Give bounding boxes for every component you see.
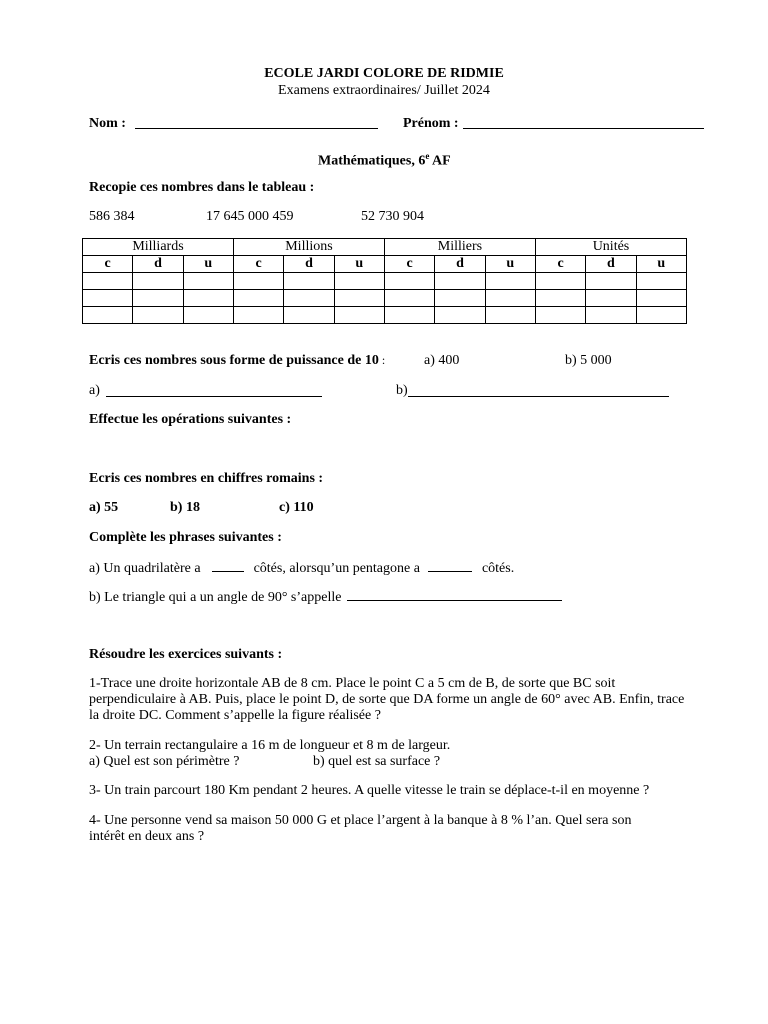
- table-cell[interactable]: [183, 273, 233, 290]
- subcol-u: u: [485, 256, 535, 273]
- group-milliards: Milliards: [83, 239, 234, 256]
- table-cell[interactable]: [636, 307, 686, 324]
- table-cell[interactable]: [535, 307, 585, 324]
- table-cell[interactable]: [133, 273, 183, 290]
- roman-item-c: c) 110: [279, 500, 314, 515]
- table-cell[interactable]: [636, 273, 686, 290]
- table-cell[interactable]: [83, 273, 133, 290]
- table-cell[interactable]: [535, 273, 585, 290]
- answer-b-field[interactable]: [408, 396, 669, 397]
- number-2: 17 645 000 459: [206, 209, 294, 224]
- answer-a-field[interactable]: [106, 396, 322, 397]
- number-1: 586 384: [89, 209, 135, 224]
- exercise-1: 1-Trace une droite horizontale AB de 8 cm. Place le point C a 5 cm de B, de sorte que BC soit perpendiculaire à AB. Puis, place le point D, de sorte que DA forme un angle de 60° avec AB. Enfin, trace la droite DC. Comment s’appelle la figure réalisée ?: [89, 676, 685, 723]
- table-cell[interactable]: [284, 307, 334, 324]
- table-cell[interactable]: [586, 290, 636, 307]
- table-cell[interactable]: [485, 273, 535, 290]
- table-cell[interactable]: [284, 273, 334, 290]
- roman-item-a: a) 55: [89, 500, 119, 515]
- table-cell[interactable]: [435, 307, 485, 324]
- sentence-a: a) Un quadrilatère a côtés, alorsqu’un pentagone a côtés.: [89, 561, 515, 576]
- table-cell[interactable]: [233, 273, 283, 290]
- group-millions: Millions: [233, 239, 384, 256]
- exam-title: Examens extraordinaires/ Juillet 2024: [278, 83, 490, 98]
- prenom-label: Prénom :: [403, 116, 459, 131]
- section4-title: Ecris ces nombres en chiffres romains :: [89, 471, 324, 486]
- table-row: [83, 307, 687, 324]
- blank-quadrilatere[interactable]: [212, 559, 244, 572]
- nom-field[interactable]: [135, 128, 378, 129]
- table-cell[interactable]: [485, 290, 535, 307]
- place-value-table: [82, 238, 687, 324]
- exercise-3: 3- Un train parcourt 180 Km pendant 2 heures. A quelle vitesse le train se déplace-t-il en moyenne ?: [89, 783, 650, 798]
- table-cell[interactable]: [586, 307, 636, 324]
- table-cell[interactable]: [485, 307, 535, 324]
- blank-triangle[interactable]: [347, 588, 562, 601]
- subcol-c: c: [233, 256, 283, 273]
- section5-title: Complète les phrases suivantes :: [89, 530, 282, 545]
- table-cell[interactable]: [83, 307, 133, 324]
- table-cell[interactable]: [183, 290, 233, 307]
- table-cell[interactable]: [183, 307, 233, 324]
- subcol-u: u: [636, 256, 686, 273]
- subcol-u: u: [334, 256, 384, 273]
- subject-title: Mathématiques, 6e AF: [318, 151, 451, 169]
- subcol-header-row: [83, 256, 687, 273]
- subcol-d: d: [284, 256, 334, 273]
- section3-title: Effectue les opérations suivantes :: [89, 412, 292, 427]
- exercise-2-line1: 2- Un terrain rectangulaire a 16 m de longueur et 8 m de largeur.: [89, 738, 451, 753]
- table-cell[interactable]: [83, 290, 133, 307]
- exercise-4: 4- Une personne vend sa maison 50 000 G et place l’argent à la banque à 8 % l’an. Quel sera son intérêt en deux ans ?: [89, 813, 632, 844]
- nom-label: Nom :: [89, 116, 126, 131]
- power-item-a: a) 400: [424, 353, 460, 368]
- table-cell[interactable]: [535, 290, 585, 307]
- group-milliers: Milliers: [384, 239, 535, 256]
- roman-item-b: b) 18: [170, 500, 200, 515]
- table-row: [83, 273, 687, 290]
- section6-title: Résoudre les exercices suivants :: [89, 647, 283, 662]
- group-unites: Unités: [535, 239, 686, 256]
- subcol-d: d: [586, 256, 636, 273]
- blank-pentagone[interactable]: [428, 559, 472, 572]
- subcol-d: d: [435, 256, 485, 273]
- table-row: [83, 290, 687, 307]
- table-cell[interactable]: [233, 307, 283, 324]
- table-cell[interactable]: [384, 307, 434, 324]
- prenom-field[interactable]: [463, 128, 704, 129]
- table-cell[interactable]: [435, 290, 485, 307]
- school-name: ECOLE JARDI COLORE DE RIDMIE: [264, 66, 504, 81]
- subcol-u: u: [183, 256, 233, 273]
- section2-title: Ecris ces nombres sous forme de puissance de 10 :: [89, 353, 386, 368]
- table-cell[interactable]: [233, 290, 283, 307]
- table-cell[interactable]: [133, 290, 183, 307]
- section1-title: Recopie ces nombres dans le tableau :: [89, 180, 315, 195]
- table-cell[interactable]: [586, 273, 636, 290]
- table-cell[interactable]: [133, 307, 183, 324]
- exercise-2-b: b) quel est sa surface ?: [313, 754, 441, 769]
- answer-b-label: b): [396, 383, 408, 398]
- subcol-d: d: [133, 256, 183, 273]
- table-cell[interactable]: [334, 307, 384, 324]
- table-cell[interactable]: [384, 290, 434, 307]
- exercise-2-a: a) Quel est son périmètre ?: [89, 754, 240, 769]
- table-cell[interactable]: [284, 290, 334, 307]
- group-header-row: [83, 239, 687, 256]
- subcol-c: c: [384, 256, 434, 273]
- subcol-c: c: [83, 256, 133, 273]
- table-cell[interactable]: [384, 273, 434, 290]
- table-cell[interactable]: [636, 290, 686, 307]
- subcol-c: c: [535, 256, 585, 273]
- answer-a-label: a): [89, 383, 100, 398]
- table-cell[interactable]: [334, 290, 384, 307]
- table-cell[interactable]: [334, 273, 384, 290]
- number-3: 52 730 904: [361, 209, 424, 224]
- table-cell[interactable]: [435, 273, 485, 290]
- sentence-b: b) Le triangle qui a un angle de 90° s’appelle: [89, 588, 562, 606]
- power-item-b: b) 5 000: [565, 353, 612, 368]
